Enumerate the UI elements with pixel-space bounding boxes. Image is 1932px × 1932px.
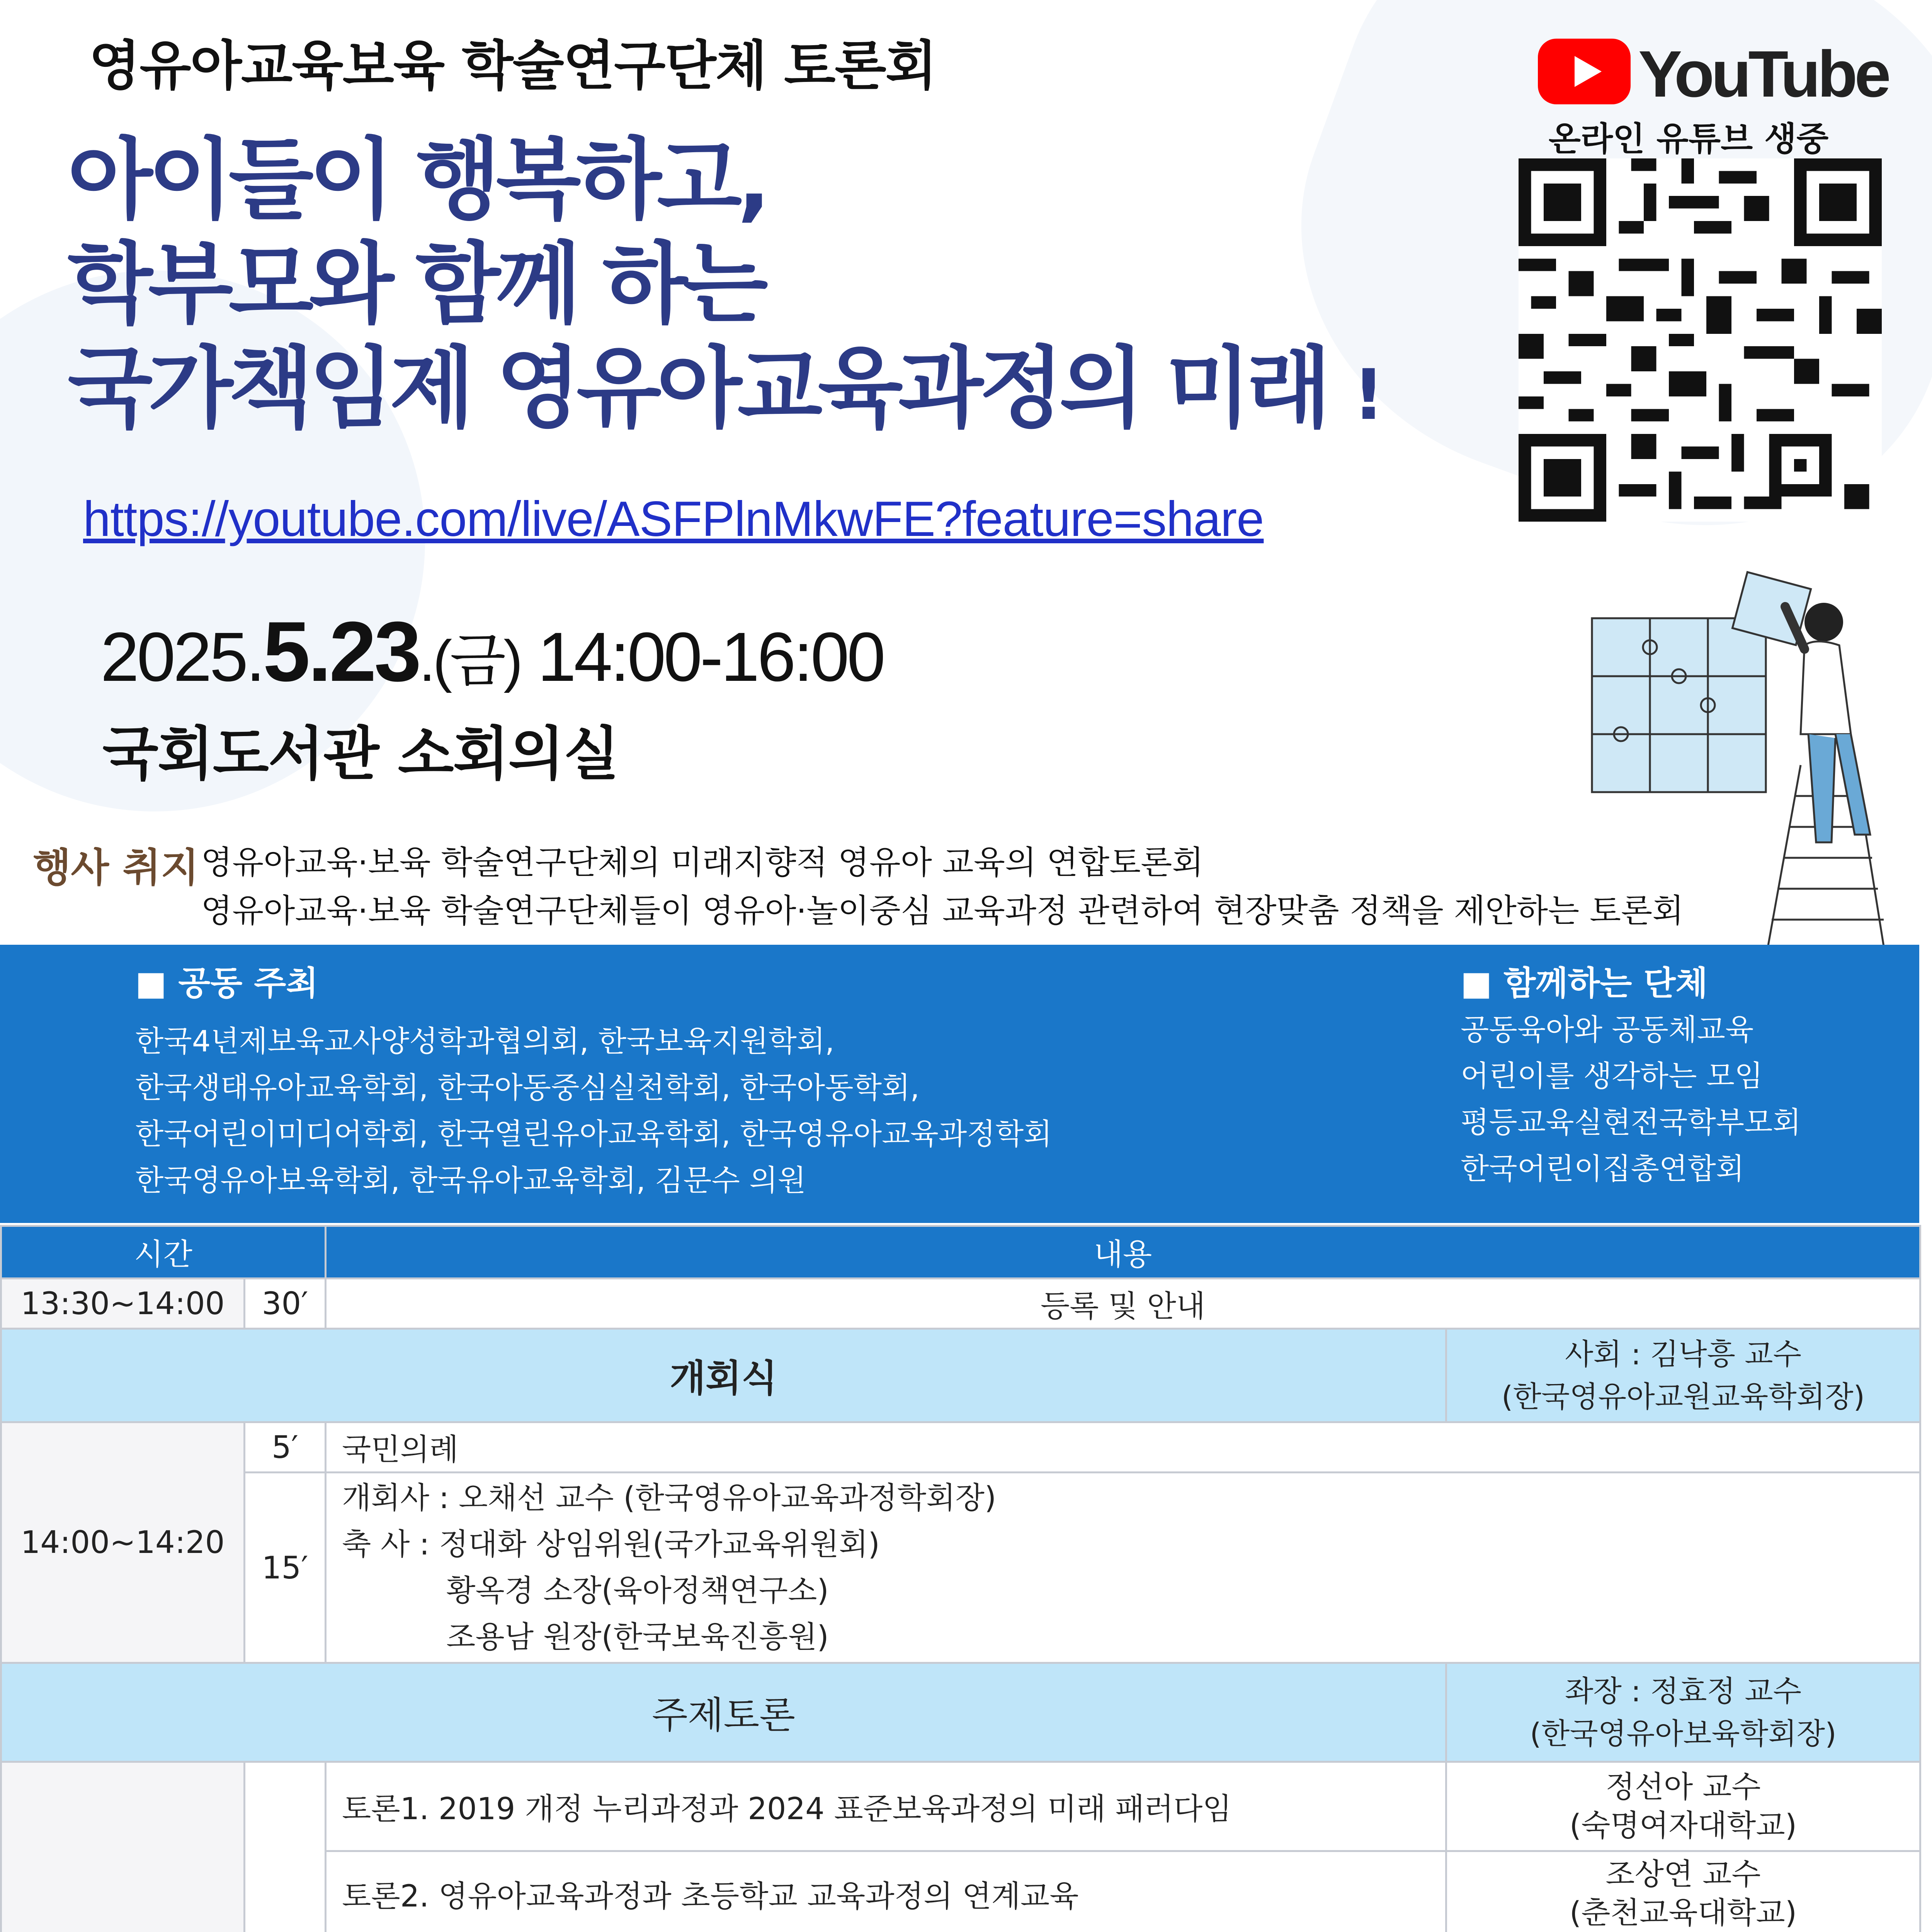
section-row-topic <box>1 1663 1920 1762</box>
time-cell: 13:30~14:00 <box>1 1278 245 1329</box>
section-mc: 사회 : 김낙흥 교수 (한국영유아교원교육학회장) <box>1446 1329 1920 1422</box>
date-year: 2025. <box>100 618 263 696</box>
section-title: 개회식 <box>1 1329 1446 1422</box>
table-row <box>1 1473 1920 1663</box>
duration-cell: 5′ <box>245 1422 326 1473</box>
headline-line: 국가책임제 영유아교육과정의 미래 ! <box>68 337 1380 440</box>
event-headline <box>68 128 1380 447</box>
duration-cell: 30′ <box>245 1278 326 1329</box>
headline-line: 학부모와 함께 하는 <box>68 233 764 335</box>
event-subtitle: 영유아교육보육 학술연구단체 토론회 <box>89 35 937 97</box>
content-cell: 등록 및 안내 <box>326 1278 1920 1329</box>
time-range: 14:00-16:00 <box>537 618 883 696</box>
organizers-band <box>0 945 1919 1223</box>
youtube-wordmark: YouTube <box>1638 37 1888 111</box>
headline-line: 아이들이 행복하고, <box>68 128 766 231</box>
partner-line: 평등교육실현전국학부모회 <box>1461 1105 1801 1139</box>
section-title: 주제토론 <box>1 1663 1446 1762</box>
talk-title: 토론1. 2019 개정 누리과정과 2024 표준보육과정의 미래 패러다임 <box>326 1762 1446 1851</box>
time-cell: 14:00~14:20 <box>1 1422 245 1663</box>
section-chair: 좌장 : 정효정 교수 (한국영유아보육학회장) <box>1446 1663 1920 1762</box>
header-content: 내용 <box>326 1226 1920 1279</box>
partner-line: 한국어린이집총연합회 <box>1461 1151 1745 1186</box>
event-venue: 국회도서관 소회의실 <box>102 721 619 788</box>
date-day: .(금) <box>419 628 521 693</box>
date-main: 5.23 <box>263 604 419 699</box>
organizer-line: 한국어린이미디어학회, 한국열린유아교육학회, 한국영유아교육과정학회 <box>135 1117 1052 1151</box>
talk-speaker: 조상연 교수 (춘천교육대학교) <box>1446 1851 1920 1932</box>
organizer-line: 한국4년제보육교사양성학과협의회, 한국보육지원학회, <box>135 1024 835 1058</box>
puzzle-illustration <box>1584 572 1917 958</box>
header-time: 시간 <box>1 1226 326 1279</box>
time-cell <box>1 1762 245 1932</box>
organizer-line: 한국생태유아교육학회, 한국아동중심실천학회, 한국아동학회, <box>135 1070 920 1105</box>
section-row-opening <box>1 1329 1920 1422</box>
organizers-heading: ■ 공동 주최 <box>135 964 318 1003</box>
talk-speaker: 정선아 교수 (숙명여자대학교) <box>1446 1762 1920 1851</box>
organizers-list <box>135 1018 1052 1204</box>
youtube-logo <box>1538 23 1888 120</box>
schedule-table <box>0 1225 1921 1932</box>
talk-title: 토론2. 영유아교육과정과 초등학교 교육과정의 연계교육 <box>326 1851 1446 1932</box>
table-row <box>1 1278 1920 1329</box>
person-puzzle-icon <box>1584 572 1917 958</box>
table-row <box>1 1762 1920 1851</box>
event-datetime <box>100 603 883 701</box>
purpose-label: 행사 취지 <box>33 845 199 891</box>
content-cell: 개회사 : 오채선 교수 (한국영유아교육과정학회장) 축 사 : 정대화 상임위원(국가교육위원회) 황옥경 소장(육아정책연구소) 조용남 원장(한국보육진흥원) <box>326 1473 1920 1663</box>
partners-list <box>1461 1007 1801 1192</box>
qr-code-icon <box>1519 158 1882 522</box>
purpose-line: 영유아교육·보육 학술연구단체의 미래지향적 영유아 교육의 연합토론회 <box>201 844 1204 881</box>
partner-line: 어린이를 생각하는 모임 <box>1461 1059 1763 1093</box>
table-header-row <box>1 1226 1920 1279</box>
livestream-caption: 온라인 유튜브 생중 <box>1548 120 1829 158</box>
duration-cell <box>245 1762 326 1932</box>
partner-line: 공동육아와 공동체교육 <box>1461 1012 1754 1047</box>
youtube-link[interactable]: https://youtube.com/live/ASFPlnMkwFE?feature=share <box>83 492 1264 547</box>
organizer-line: 한국영유아보육학회, 한국유아교육학회, 김문수 의원 <box>135 1163 806 1197</box>
table-row <box>1 1422 1920 1473</box>
youtube-play-icon <box>1538 23 1888 120</box>
qr-code[interactable] <box>1519 158 1882 522</box>
partners-heading: ■ 함께하는 단체 <box>1461 964 1708 1003</box>
content-cell: 국민의례 <box>326 1422 1920 1473</box>
duration-cell: 15′ <box>245 1473 326 1663</box>
purpose-line: 영유아교육·보육 학술연구단체들이 영유아·놀이중심 교육과정 관련하여 현장맞춤 정책을 제안하는 토론회 <box>201 892 1684 930</box>
headline-exclamation: ! <box>1352 355 1380 435</box>
